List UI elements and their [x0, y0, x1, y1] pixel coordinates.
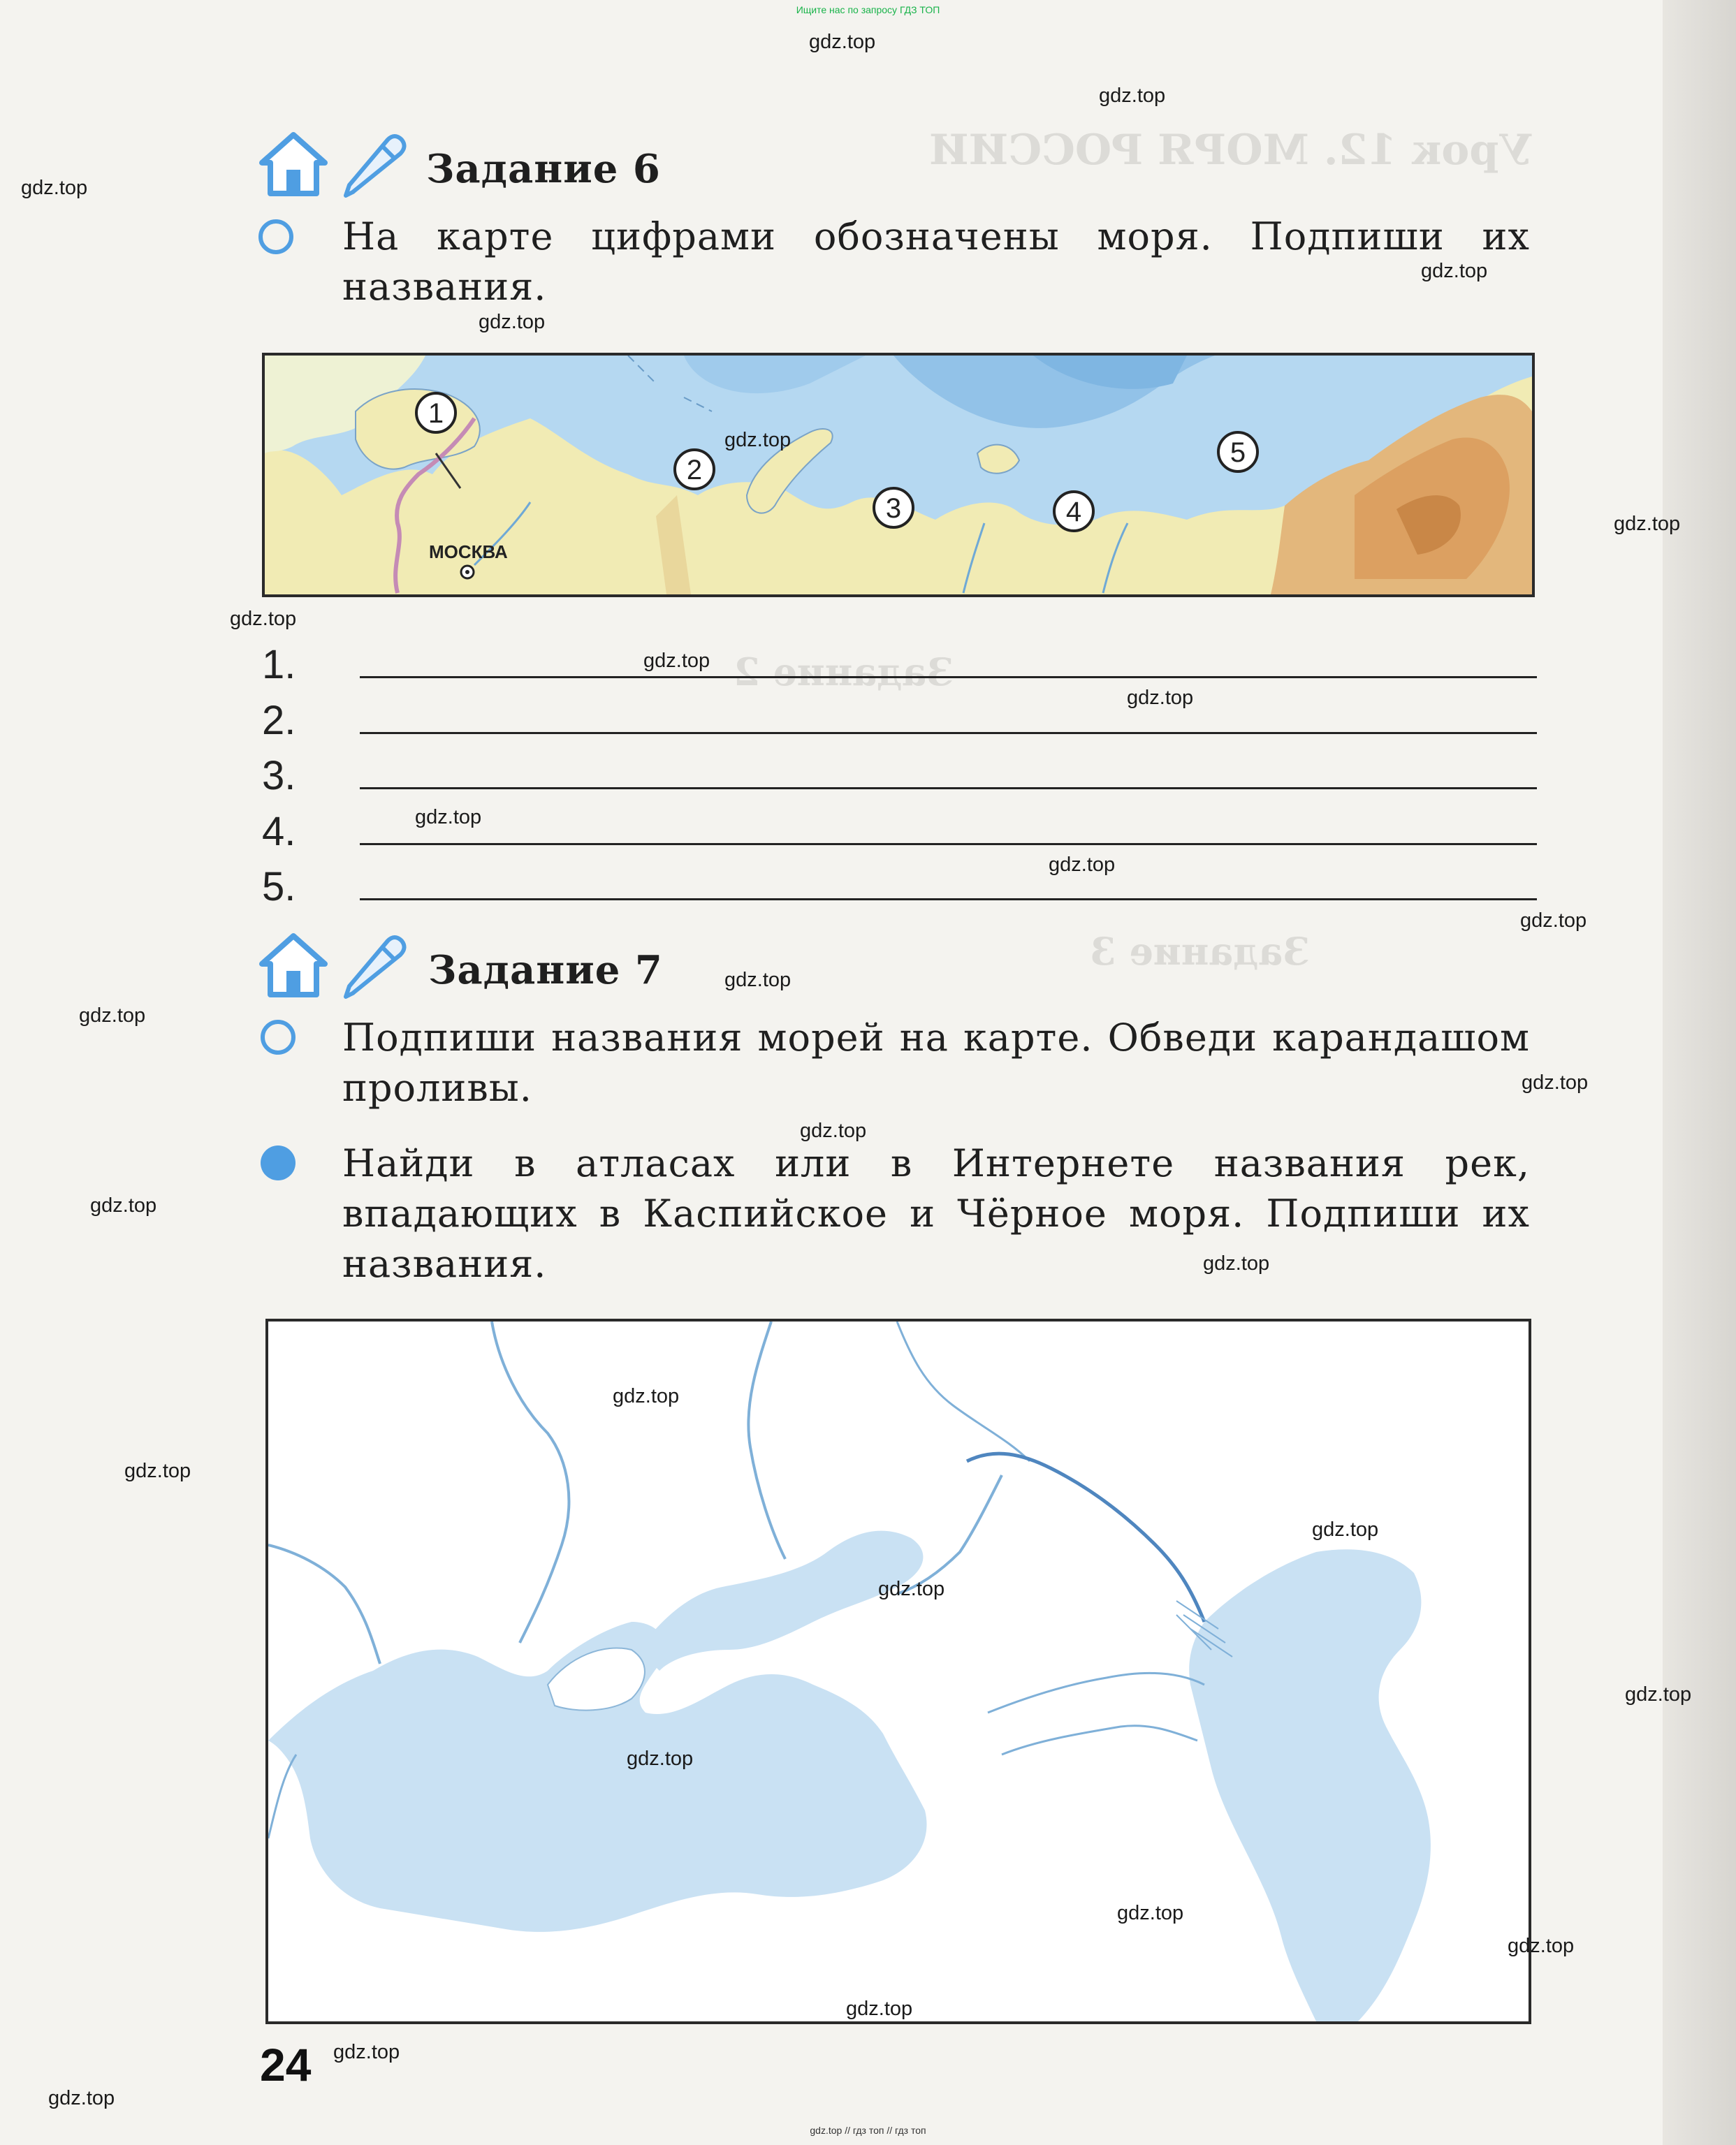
watermark: gdz.top	[48, 2087, 115, 2109]
watermark: gdz.top	[1508, 1935, 1575, 1957]
watermark: gdz.top	[1522, 1071, 1589, 1094]
watermark: gdz.top	[1520, 909, 1587, 932]
task6-title: Задание 6	[426, 146, 661, 192]
sea-marker-2	[675, 450, 714, 489]
svg-text:4: 4	[1065, 497, 1082, 527]
pencil-icon	[339, 930, 409, 1000]
watermark: gdz.top	[1099, 85, 1166, 107]
sea-marker-4	[1054, 492, 1093, 531]
watermark: gdz.top	[1117, 1902, 1184, 1924]
watermark: gdz.top	[643, 650, 710, 672]
task7-instruction-2: Найди в атласах или в Интернете названия рек, впадающих в Каспийское и Чёрное моря. Подпиши их названия.	[342, 1141, 1530, 1286]
answer-line-3[interactable]: 3.	[262, 752, 1537, 801]
task-marker-circle	[258, 219, 293, 254]
sea-marker-3	[874, 488, 913, 527]
answer-line-1[interactable]: 1.	[262, 641, 1537, 690]
task7-map[interactable]	[265, 1319, 1531, 2024]
watermark: gdz.top	[124, 1460, 191, 1482]
watermark: gdz.top	[415, 806, 482, 828]
svg-text:1: 1	[428, 398, 444, 429]
watermark: gdz.top	[1312, 1518, 1379, 1541]
watermark: gdz.top	[846, 1998, 913, 2020]
watermark: gdz.top	[724, 429, 792, 451]
watermark: gdz.top	[878, 1578, 945, 1600]
sea-marker-5	[1218, 432, 1257, 471]
watermark: gdz.top	[627, 1748, 694, 1770]
watermark: gdz.top	[479, 311, 546, 333]
task-marker-filled	[261, 1145, 296, 1180]
task7-title: Задание 7	[428, 947, 663, 993]
task6-instruction: На карте цифрами обозначены моря. Подпиши их названия.	[342, 214, 1530, 309]
answer-line-2[interactable]: 2.	[262, 697, 1537, 746]
watermark: gdz.top	[1049, 854, 1116, 876]
answer-line-5[interactable]: 5.	[262, 863, 1537, 912]
footer-note: gdz.top // гдз топ // гдз топ	[810, 2125, 926, 2136]
moscow-label: МОСКВА	[429, 541, 508, 562]
task6-header	[258, 129, 887, 199]
header-note: Ищите нас по запросу ГДЗ ТОП	[796, 4, 940, 15]
watermark: gdz.top	[333, 2041, 400, 2063]
watermark: gdz.top	[809, 31, 876, 53]
task7-instruction-1: Подпиши названия морей на карте. Обведи карандашом проливы.	[342, 1016, 1530, 1110]
pencil-icon	[339, 129, 409, 199]
watermark: gdz.top	[21, 177, 88, 199]
watermark: gdz.top	[90, 1194, 157, 1217]
watermark: gdz.top	[1614, 513, 1681, 535]
watermark: gdz.top	[724, 969, 792, 991]
watermark: gdz.top	[1203, 1252, 1270, 1275]
svg-text:5: 5	[1230, 437, 1246, 468]
answer-line-4[interactable]: 4.	[262, 808, 1537, 857]
russia-seas-map	[265, 356, 1532, 594]
watermark: gdz.top	[1421, 260, 1488, 282]
watermark: gdz.top	[800, 1120, 867, 1142]
task-marker-circle	[261, 1020, 296, 1055]
black-caspian-seas-map	[268, 1322, 1529, 2021]
sea-marker-1	[416, 393, 455, 432]
watermark: gdz.top	[1625, 1683, 1692, 1706]
svg-text:3: 3	[885, 493, 902, 524]
task7-header	[258, 930, 887, 1000]
watermark: gdz.top	[230, 608, 297, 630]
page-edge-shadow	[1663, 0, 1736, 2145]
task6-map	[262, 353, 1535, 597]
watermark: gdz.top	[1127, 687, 1194, 709]
watermark: gdz.top	[613, 1385, 680, 1407]
svg-text:2: 2	[686, 455, 703, 485]
page-number: 24	[260, 2039, 312, 2091]
home-icon	[258, 129, 328, 199]
home-icon	[258, 930, 328, 1000]
watermark: gdz.top	[79, 1004, 146, 1027]
